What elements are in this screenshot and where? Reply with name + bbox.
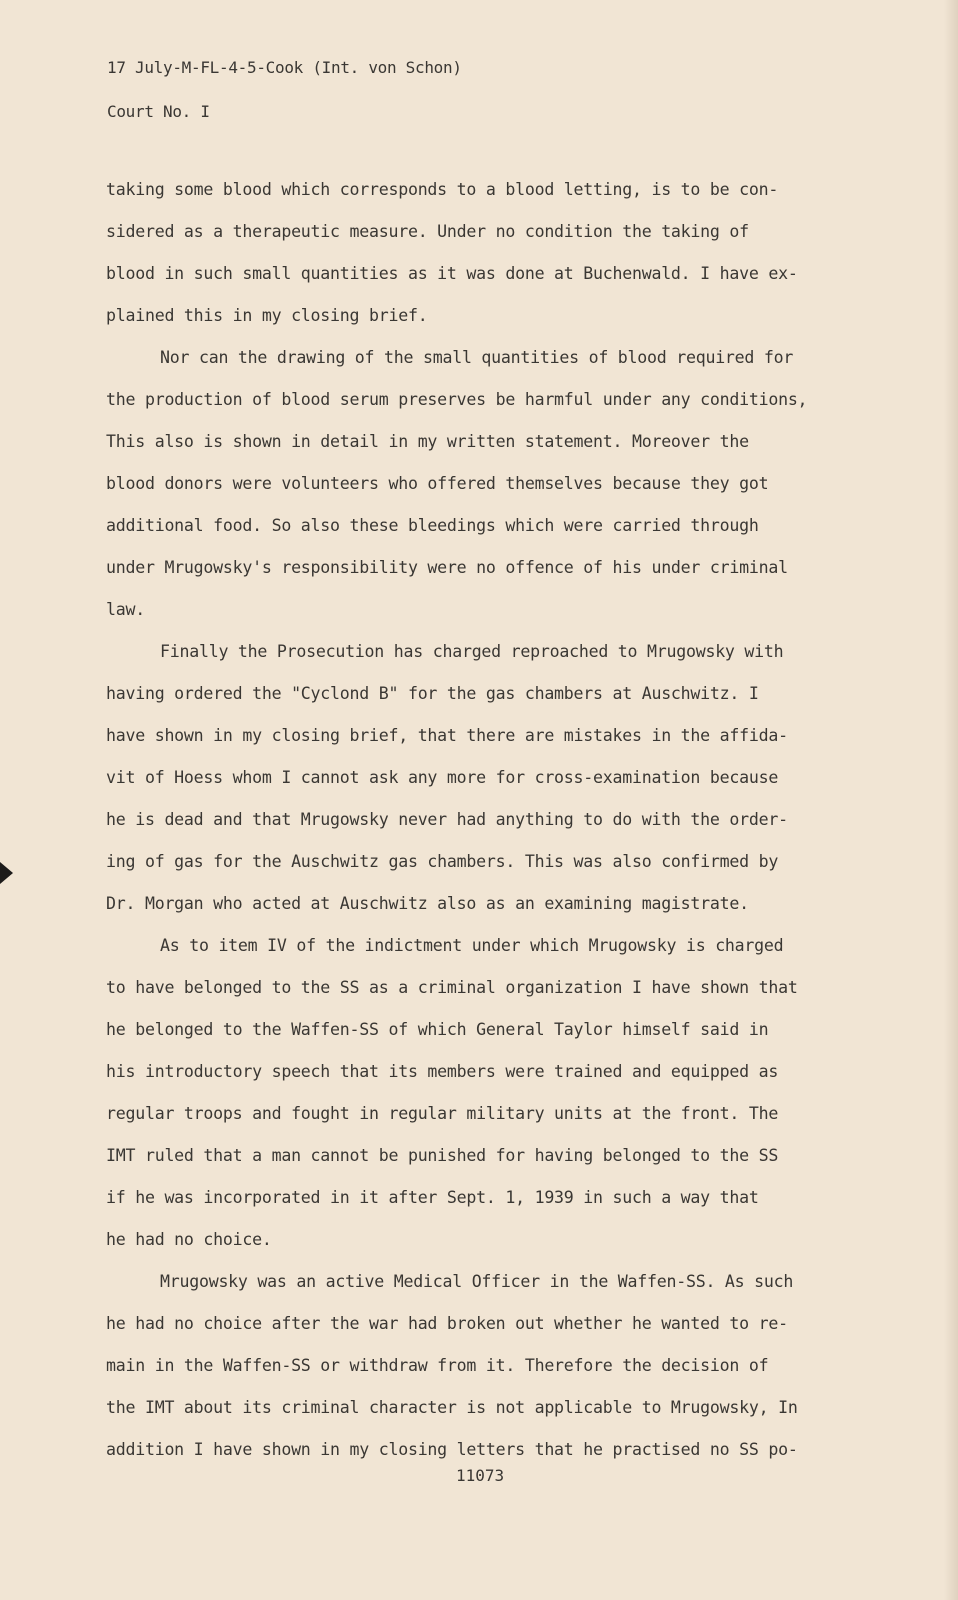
text-line: vit of Hoess whom I cannot ask any more for cross-examination because (106, 768, 779, 787)
text-line: additional food. So also these bleedings which were carried through (106, 516, 759, 535)
text-line: he belonged to the Waffen-SS of which General Taylor himself said in (106, 1020, 769, 1039)
text-line: Mrugowsky was an active Medical Officer in the Waffen-SS. As such (160, 1272, 794, 1291)
text-line: have shown in my closing brief, that there are mistakes in the affida- (106, 726, 788, 745)
text-line: taking some blood which corresponds to a blood letting, is to be con- (106, 180, 779, 199)
text-line: he had no choice after the war had broken out whether he wanted to re- (106, 1314, 788, 1333)
binding-mark (0, 862, 13, 884)
text-line: he had no choice. (106, 1230, 272, 1249)
text-line: blood donors were volunteers who offered themselves because they got (106, 474, 769, 493)
text-line: his introductory speech that its members were trained and equipped as (106, 1062, 779, 1081)
text-line: to have belonged to the SS as a criminal organization I have shown that (106, 978, 798, 997)
court-number: Court No. I (107, 102, 210, 121)
text-line: sidered as a therapeutic measure. Under no condition the taking of (106, 222, 749, 241)
page-edge (944, 0, 958, 1600)
text-line: having ordered the "Cyclond B" for the gas chambers at Auschwitz. I (106, 684, 759, 703)
text-line: main in the Waffen-SS or withdraw from it. Therefore the decision of (106, 1356, 769, 1375)
text-line: the IMT about its criminal character is not applicable to Mrugowsky, In (106, 1398, 798, 1417)
text-line: As to item IV of the indictment under which Mrugowsky is charged (160, 936, 784, 955)
text-line: law. (106, 600, 145, 619)
text-line: he is dead and that Mrugowsky never had anything to do with the order- (106, 810, 788, 829)
document-reference: 17 July-M-FL-4-5-Cook (Int. von Schon) (107, 58, 462, 77)
text-line: regular troops and fought in regular military units at the front. The (106, 1104, 779, 1123)
text-line: under Mrugowsky's responsibility were no offence of his under criminal (106, 558, 788, 577)
text-line: IMT ruled that a man cannot be punished for having belonged to the SS (106, 1146, 779, 1165)
text-line: ing of gas for the Auschwitz gas chambers. This was also confirmed by (106, 852, 779, 871)
text-line: This also is shown in detail in my written statement. Moreover the (106, 432, 749, 451)
text-line: if he was incorporated in it after Sept. 1, 1939 in such a way that (106, 1188, 759, 1207)
text-line: Finally the Prosecution has charged reproached to Mrugowsky with (160, 642, 784, 661)
text-line: Dr. Morgan who acted at Auschwitz also as an examining magistrate. (106, 894, 749, 913)
text-line: addition I have shown in my closing letters that he practised no SS po- (106, 1440, 798, 1459)
text-line: Nor can the drawing of the small quantities of blood required for (160, 348, 794, 367)
page-number: 11073 (456, 1466, 505, 1485)
text-line: blood in such small quantities as it was done at Buchenwald. I have ex- (106, 264, 798, 283)
text-line: plained this in my closing brief. (106, 306, 428, 325)
text-line: the production of blood serum preserves be harmful under any conditions, (106, 390, 808, 409)
